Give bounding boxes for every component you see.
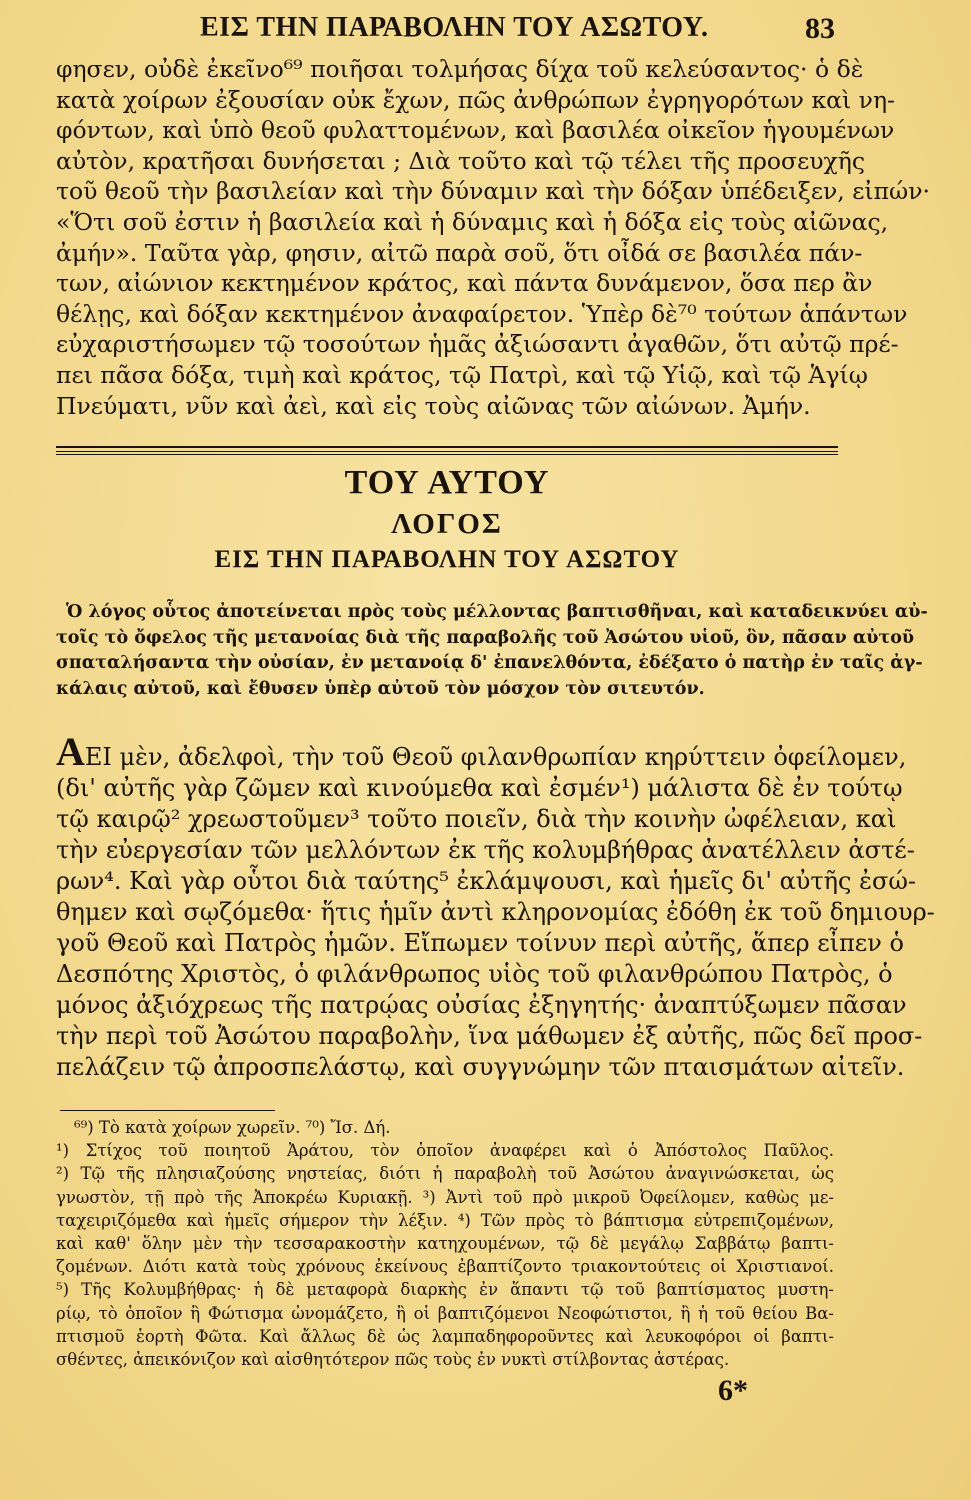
text-line: τὴν περὶ τοῦ Ἀσώτου παραβολὴν, ἵνα μάθωμεν ἐξ αὐτῆς, πῶς δεῖ προσ-	[56, 1022, 923, 1050]
text-line: Δεσπότης Χριστὸς, ὁ φιλάνθρωπος υἱὸς τοῦ φιλανθρώπου Πατρὸς, ὁ	[56, 960, 893, 988]
signature-mark: 6*	[718, 1374, 748, 1407]
text-line: εὐχαριστήσωμεν τῷ τοσούτων ἡμᾶς ἀξιώσαντι ἀγαθῶν, ὅτι αὐτῷ πρέ-	[56, 330, 899, 359]
footnote-line: ζομένων. Διότι κατὰ τοὺς χρόνους ἐκείνους ἐβαπτίζοντο τριακοντούτεις οἱ Χριστιανοί.	[56, 1257, 834, 1277]
footnote-line: ταχειριζόμεθα καὶ ἡμεῖς σήμερον τὴν λέξιν. ⁴) Τῶν πρὸς τὸ βάπτισμα εὐτρεπιζομένων,	[56, 1210, 834, 1230]
footnote-line: ⁶⁹) Τὸ κατὰ χοίρων χωρεῖν. ⁷⁰) Ἴσ. Δή.	[74, 1118, 391, 1137]
main-text	[56, 729, 935, 1083]
text-line: τῷ καιρῷ² χρεωστοῦμεν³ τοῦτο ποιεῖν, διὰ τὴν κοινὴν ὠφέλειαν, καὶ	[56, 805, 897, 833]
text-line: μόνος ἀξιόχρεως τῆς πατρῴας οὐσίας ἐξηγητής· ἀναπτύξωμεν πᾶσαν	[56, 991, 907, 1019]
footnote-line: πτισμοῦ ἑορτὴ Φῶτα. Καὶ ἄλλως δὲ ὡς λαμπαδηφοροῦντες καὶ λευκοφόροι οἱ βαπτι-	[56, 1326, 834, 1346]
text-line: Πνεύματι, νῦν καὶ ἀεὶ, καὶ εἰς τοὺς αἰῶνας τῶν αἰώνων. Ἀμήν.	[56, 391, 811, 420]
text-line: τοῦ θεοῦ τὴν βασιλείαν καὶ τὴν δύναμιν καὶ τὴν δόξαν ὑπέδειξεν, εἰπών·	[56, 177, 930, 206]
footnote-line: ρίῳ, τὸ ὁποῖον ἢ Φώτισμα ὠνομάζετο, ἢ οἱ βαπτιζόμενοι Νεοφώτιστοι, ἢ ἡ τοῦ θείου Βα-	[56, 1303, 834, 1323]
footnote-line: καὶ καθ' ὅλην μὲν τὴν τεσσαρακοστὴν κατηχουμένων, τῷ δὲ μεγάλῳ Σαββάτῳ βαπτι-	[56, 1234, 834, 1254]
continued-text	[56, 54, 930, 421]
text-line: φόντων, καὶ ὑπὸ θεοῦ φυλαττομένων, καὶ βασιλέα οἰκεῖον ἡγουμένων	[56, 116, 895, 145]
text-line: θημεν καὶ σῳζόμεθα· ἥτις ἡμῖν ἀντὶ κληρονομίας ἐδόθη ἐκ τοῦ δημιουρ-	[56, 898, 935, 926]
section-heading-logos: ΛΟΓΟΣ	[391, 508, 503, 540]
text-line: πελάζειν τῷ ἀπροσπελάστῳ, καὶ συγγνώμην τῶν πταισμάτων αἰτεῖν.	[56, 1053, 905, 1081]
text-line: κατὰ χοίρων ἐξουσίαν οὐκ ἔχων, πῶς ἀνθρώπων ἐγρηγορότων καὶ νη-	[56, 85, 895, 114]
page-number: 83	[805, 12, 835, 45]
footnote-line: γνωστὸν, τῇ πρὸ τῆς Ἀποκρέω Κυριακῇ. ³) Ἀντὶ τοῦ πρὸ μικροῦ Ὀφείλομεν, καθὼς με-	[56, 1187, 834, 1207]
text-line: γοῦ Θεοῦ καὶ Πατρὸς ἡμῶν. Εἴπωμεν τοίνυν περὶ αὐτῆς, ἅπερ εἶπεν ὁ	[56, 929, 904, 957]
text-line: «Ὅτι σοῦ ἐστιν ἡ βασιλεία καὶ ἡ δύναμις καὶ ἡ δόξα εἰς τοὺς αἰῶνας,	[56, 207, 889, 236]
section-divider	[56, 446, 838, 452]
footnote-rule	[60, 1110, 275, 1111]
running-header	[200, 12, 839, 50]
text-line: φησεν, οὐδὲ ἐκεῖνο⁶⁹ ποιῆσαι τολμήσας δίχα τοῦ κελεύσαντος· ὁ δὲ	[56, 55, 864, 83]
summary-line: κάλαις αὐτοῦ, καὶ ἔθυσεν ὑπὲρ αὐτοῦ τὸν μόσχον τὸν σιτευτόν.	[56, 678, 705, 699]
text-line	[56, 729, 907, 774]
footnote-line: σθέντες, ἀπεικόνιζον καὶ αἰσθητότερον πῶς τοὺς ἐν νυκτὶ στίλβοντας ἀστέρας.	[56, 1350, 730, 1370]
text-line: ρων⁴. Καὶ γὰρ οὗτοι διὰ ταύτης⁵ ἐκλάμψουσι, καὶ ἡμεῖς δι' αὐτῆς ἐσώ-	[56, 867, 917, 895]
summary-line: Ὁ λόγος οὗτος ἀποτείνεται πρὸς τοὺς μέλλοντας βαπτισθῆναι, καὶ καταδεικνύει αὐ-	[66, 602, 928, 622]
section-heading-author: ΤΟΥ ΑΥΤΟΥ	[344, 464, 550, 501]
footnote-line: ¹) Στίχος τοῦ ποιητοῦ Ἀράτου, τὸν ὁποῖον ἀναφέρει καὶ ὁ Ἀπόστολος Παῦλος.	[56, 1141, 834, 1161]
footnote-line: ⁵) Τῆς Κολυμβήθρας· ἡ δὲ μεταφορὰ διαρκὴς ἐν ἅπαντι τῷ τοῦ βαπτίσματος μυστη-	[56, 1280, 834, 1300]
section-heading-title: ΕΙΣ ΤΗΝ ΠΑΡΑΒΟΛΗΝ ΤΟΥ ΑΣΩΤΟΥ	[214, 546, 680, 573]
text-line: αὐτὸν, κρατῆσαι δυνήσεται ; Διὰ τοῦτο καὶ τῷ τέλει τῆς προσευχῆς	[56, 146, 866, 175]
running-title: ΕΙΣ ΤΗΝ ΠΑΡΑΒΟΛΗΝ ΤΟΥ ΑΣΩΤΟΥ.	[200, 12, 709, 43]
footnotes	[56, 1116, 834, 1371]
text-line: θέλῃς, καὶ δόξαν κεκτημένον ἀναφαίρετον. Ὑπὲρ δὲ⁷⁰ τούτων ἁπάντων	[56, 299, 908, 328]
summary-line: τοῖς τὸ ὄφελος τῆς μετανοίας διὰ τῆς παραβολῆς τοῦ Ἀσώτου υἱοῦ, ὃν, πᾶσαν αὐτοῦ	[56, 627, 915, 648]
text-line: ἀμήν». Ταῦτα γὰρ, φησιν, αἰτῶ παρὰ σοῦ, ὅτι οἶδά σε βασιλέα πάν-	[56, 238, 863, 267]
text-line: των, αἰώνιον κεκτημένον κράτος, καὶ πάντα δυνάμενον, ὅσα περ ἂν	[56, 269, 873, 298]
text-line: τὴν εὐεργεσίαν τῶν μελλόντων ἐκ τῆς κολυμβήθρας ἀνατέλλειν ἀστέ-	[56, 836, 915, 864]
summary-line: σπαταλήσαντα τὴν οὐσίαν, ἐν μετανοίᾳ δ' ἐπανελθόντα, ἐδέξατο ὁ πατὴρ ἐν ταῖς ἀγ-	[56, 653, 923, 673]
section-divider-thin	[56, 454, 838, 455]
footnote-line: ²) Τῷ τῆς πλησιαζούσης νηστείας, διότι ἡ παραβολὴ τοῦ Ἀσώτου ἀναγινώσκεται, ὡς	[56, 1164, 834, 1184]
text-line: (δι' αὐτῆς γὰρ ζῶμεν καὶ κινούμεθα καὶ ἐσμέν¹) μάλιστα δὲ ἐν τούτῳ	[56, 774, 903, 802]
first-line-text: ΕΙ μὲν, ἀδελφοὶ, τὴν τοῦ Θεοῦ φιλανθρωπίαν κηρύττειν ὀφείλομεν,	[84, 743, 907, 771]
drop-initial: Α	[56, 729, 85, 774]
section-summary	[56, 600, 928, 702]
text-line: πει πᾶσα δόξα, τιμὴ καὶ κράτος, τῷ Πατρὶ, καὶ τῷ Υἱῷ, καὶ τῷ Ἁγίῳ	[56, 360, 868, 389]
